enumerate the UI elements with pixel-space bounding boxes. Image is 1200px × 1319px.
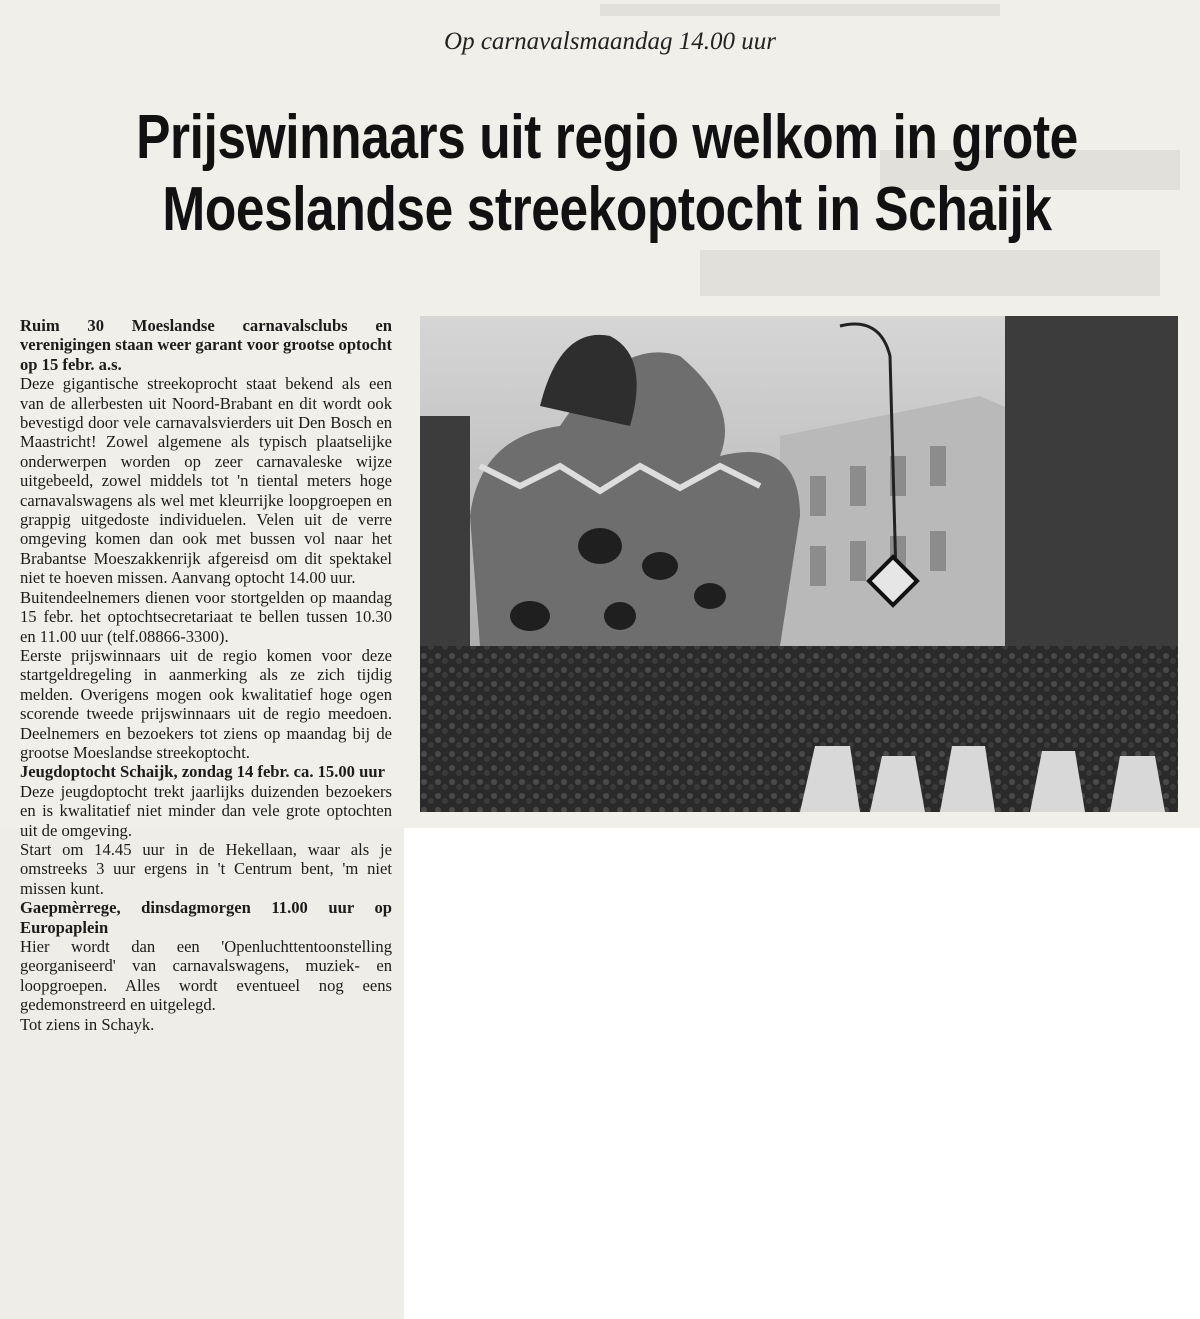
body-paragraph: Tot ziens in Schayk. [20,1014,155,1034]
headline-line-1: Prijswinnaars uit regio welkom in grote [136,103,1078,172]
body-paragraph: Buitendeelnemers dienen voor stortgelden op maandag 15 febr. het optochtsecretariaat te bellen tussen 10.30 en 11.00 uur (telf.08866-3300). [20,587,392,646]
kicker: Op carnavalsmaandag 14.00 uur [444,28,776,55]
body-paragraph: Eerste prijswinnaars uit de regio komen voor deze startgeldregeling in aanmerking als ze zich tijdig melden. Overigens mogen ook kwalitatief hoge ogen scorende tweede prijswinnaars uit de regio meedoen. Deelnemers en bezoekers tot ziens op maandag bij de grootse Moeslandse streekoptocht. [20,645,392,762]
lead-paragraph: Ruim 30 Moeslandse carnavalsclubs en verenigingen staan weer garant voor grootse optocht op 15 febr. a.s. [20,316,392,374]
headline-line-2: Moeslandse streekoptocht in Schaijk [162,175,1052,244]
body-paragraph: Deze jeugdoptocht trekt jaarlijks duizenden bezoekers en is kwalitatief niet minder dan vele grote optochten uit de omgeving. [20,781,392,840]
body-paragraph: Deze gigantische streekoprocht staat bekend als een van de allerbesten uit Noord-Brabant en dit wordt ook bevestigd door vele carnavalsvierders uit Den Bosch en Maastricht! Zowel algemene als typisch plaatselijke onderwerpen worden op zeer carnavaleske wijze uitgebeeld, zowel middels tot 'n tiental meters hoge carnavalswagens als wel met kleurrijke loopgroepen en grappig uitgedoste individuelen. Velen uit de verre omgeving komen dan ook met bussen vol naar het Brabantse Moeszakkenrijk afgereisd om dit spektakel niet te hoeven missen. Aanvang optocht 14.00 uur. [20,374,392,588]
article-body [20,316,392,1034]
headline [121,102,1092,246]
subheading-jeugdoptocht: Jeugdoptocht Schaijk, zondag 14 febr. ca. 15.00 uur [20,762,385,782]
body-paragraph: Hier wordt dan een 'Openluchttentoonstelling georganiseerd' van carnavalswagens, muziek- en loopgroepen. Alles wordt eventueel nog eens gedemonstreerd en uitgelegd. [20,937,392,1015]
parade-float-illustration [420,316,1178,812]
body-paragraph: Start om 14.45 uur in de Hekellaan, waar als je omstreeks 3 uur ergens in 't Centrum bent, 'm niet missen kunt. [20,839,392,898]
subheading-gaepmerrege: Gaepmèrrege, dinsdagmorgen 11.00 uur op Europaplein [20,898,392,937]
parade-photo [420,316,1178,812]
